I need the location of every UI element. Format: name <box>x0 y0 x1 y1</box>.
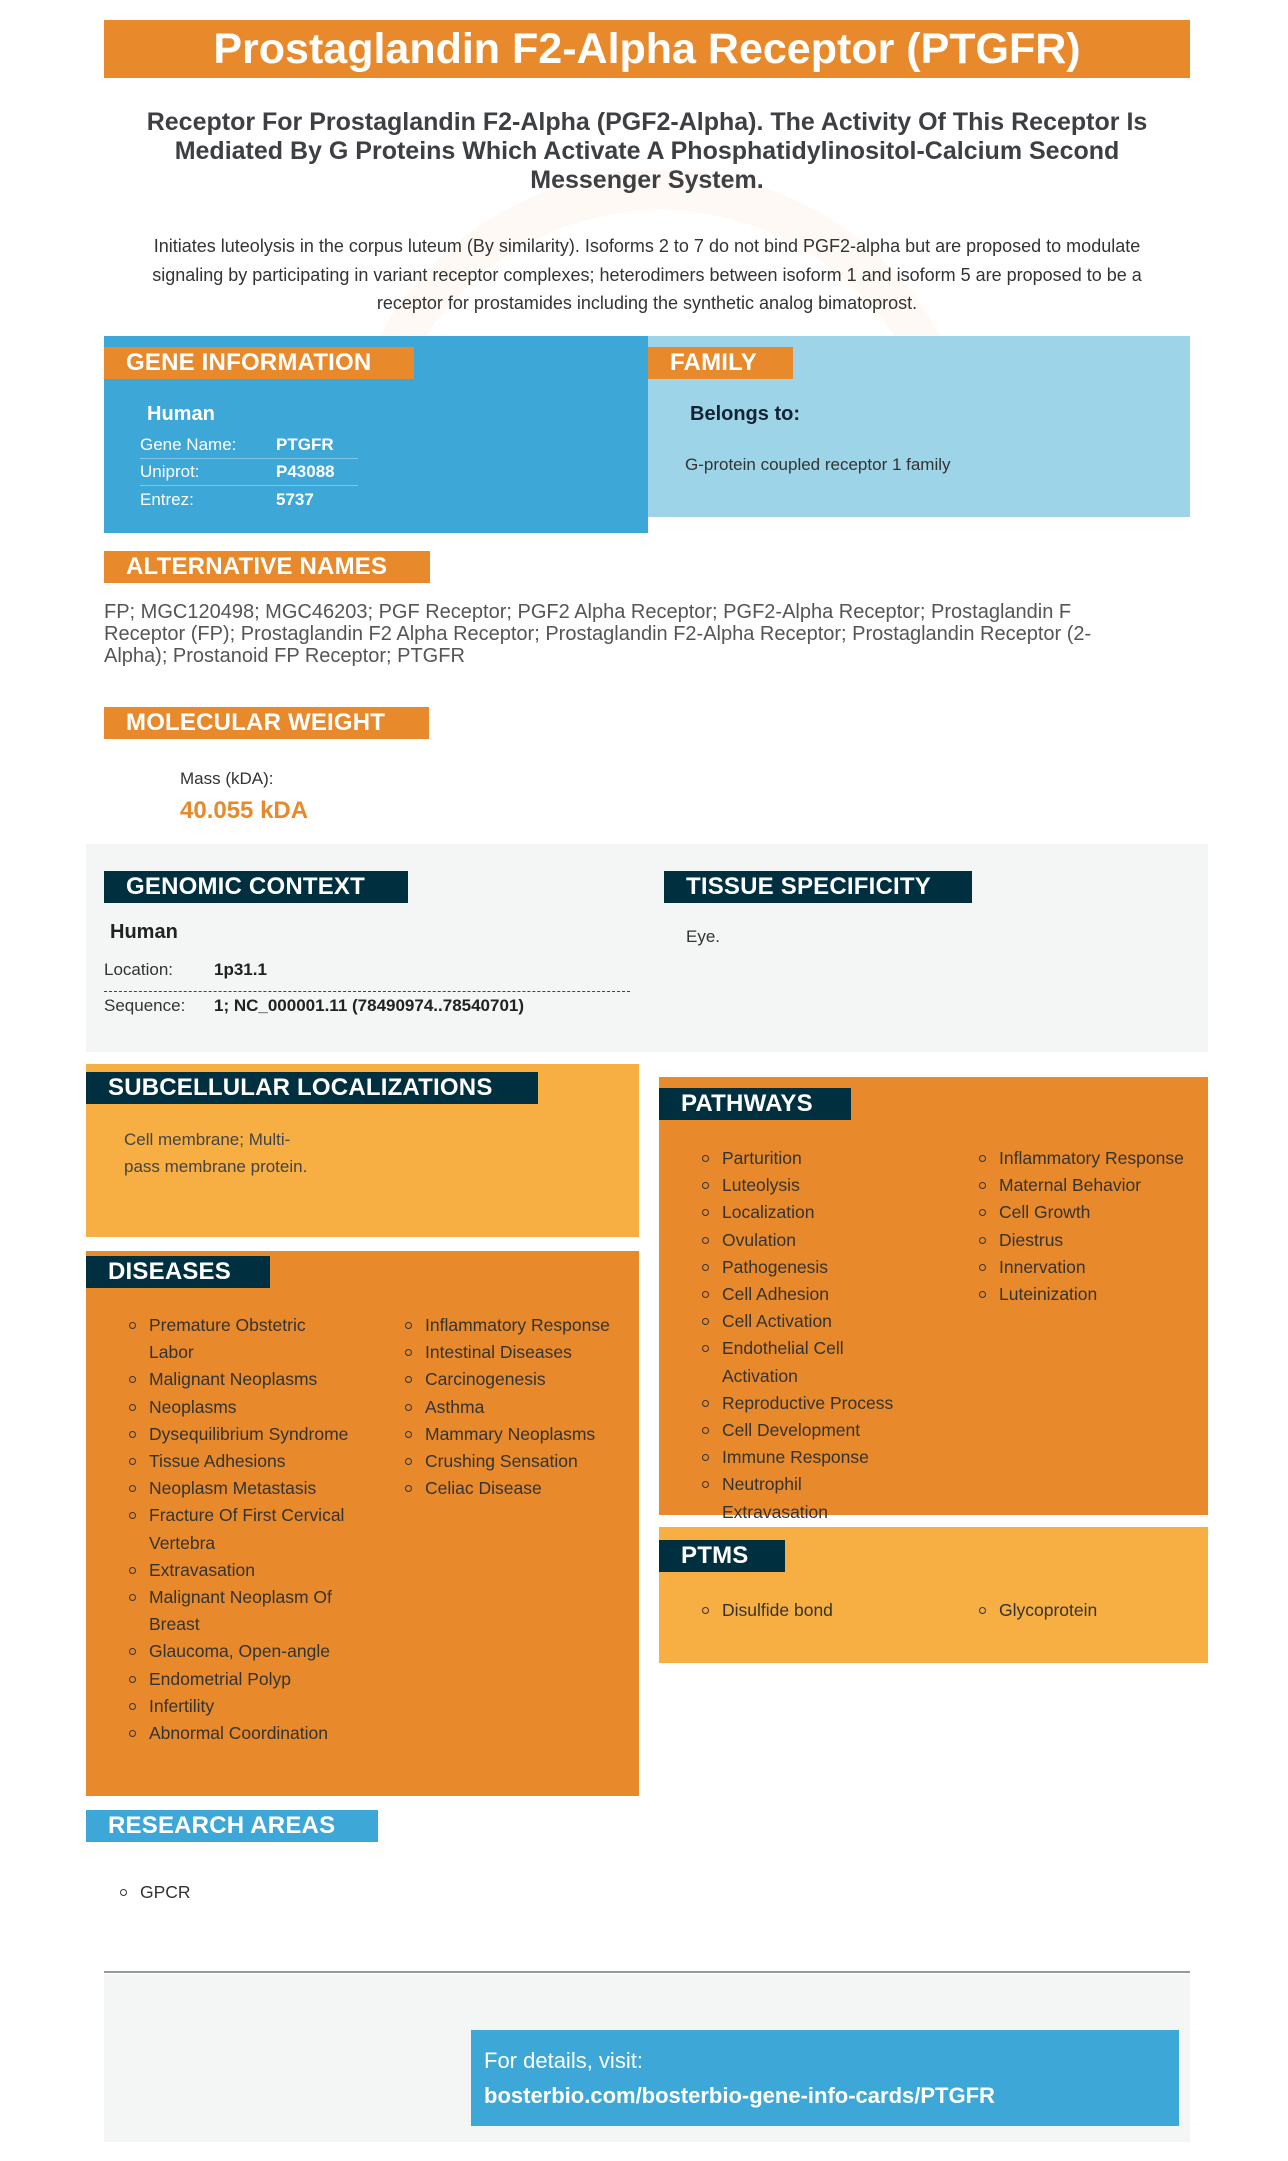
disease-item: Endometrial Polyp <box>129 1666 349 1693</box>
footer-link-box[interactable] <box>471 2030 1179 2126</box>
pathway-item: Cell Development <box>702 1417 912 1444</box>
footer-details-label: For details, visit: <box>484 2048 643 2073</box>
gene-information-header: GENE INFORMATION <box>104 347 414 379</box>
genomic-sequence-row <box>104 996 630 1016</box>
ptms-list-1 <box>702 1597 912 1624</box>
footer-url-link[interactable]: bosterbio.com/bosterbio-gene-info-cards/PTGFR <box>484 2083 995 2108</box>
pathways-list-2 <box>979 1145 1201 1308</box>
pathway-item: Cell Adhesion <box>702 1281 912 1308</box>
disease-item: Mammary Neoplasms <box>405 1421 635 1448</box>
pathway-item: Luteolysis <box>702 1172 912 1199</box>
pathway-item: Diestrus <box>979 1227 1201 1254</box>
pathway-item: Ovulation <box>702 1227 912 1254</box>
gene-row-label: Gene Name: <box>140 435 237 454</box>
molecular-weight-header: MOLECULAR WEIGHT <box>104 707 429 739</box>
gene-row-name <box>140 432 358 459</box>
tissue-specificity-header: TISSUE SPECIFICITY <box>664 871 972 903</box>
family-belongs-label: Belongs to: <box>690 403 800 425</box>
genomic-location-label: Location: <box>104 960 173 979</box>
research-areas-list <box>120 1879 420 1906</box>
genomic-sequence-value: 1; NC_000001.11 (78490974..78540701) <box>214 996 525 1015</box>
gene-row-label: Uniprot: <box>140 462 200 481</box>
pathway-item: Immune Response <box>702 1444 912 1471</box>
disease-item: Malignant Neoplasms <box>129 1366 349 1393</box>
genomic-location-value: 1p31.1 <box>214 960 267 979</box>
pathway-item: Reproductive Process <box>702 1390 912 1417</box>
disease-item: Extravasation <box>129 1557 349 1584</box>
gene-info-table <box>140 432 358 513</box>
family-header: FAMILY <box>648 347 793 379</box>
pathways-header: PATHWAYS <box>659 1088 851 1120</box>
pathway-item: Endothelial Cell Activation <box>702 1335 912 1389</box>
genomic-context-header: GENOMIC CONTEXT <box>104 871 408 903</box>
research-area-item: GPCR <box>120 1879 420 1906</box>
alternative-names-header: ALTERNATIVE NAMES <box>104 551 430 583</box>
pathway-item: Innervation <box>979 1254 1201 1281</box>
ptm-item: Glycoprotein <box>979 1597 1189 1624</box>
gene-row-value: P43088 <box>276 462 335 481</box>
disease-item: Glaucoma, Open-angle <box>129 1638 349 1665</box>
mass-value: 40.055 kDA <box>180 797 309 824</box>
pathways-list-1 <box>702 1145 912 1526</box>
gene-row-value: PTGFR <box>276 435 334 454</box>
pathway-item: Cell Growth <box>979 1199 1201 1226</box>
tissue-specificity-text: Eye. <box>686 927 721 946</box>
pathway-item: Inflammatory Response <box>979 1145 1201 1172</box>
diseases-header: DISEASES <box>86 1256 270 1288</box>
research-areas-header: RESEARCH AREAS <box>86 1810 378 1842</box>
disease-item: Celiac Disease <box>405 1475 635 1502</box>
family-text: G-protein coupled receptor 1 family <box>685 455 951 474</box>
gene-species: Human <box>147 403 215 425</box>
ptm-item: Disulfide bond <box>702 1597 912 1624</box>
disease-item: Infertility <box>129 1693 349 1720</box>
pathway-item: Cell Activation <box>702 1308 912 1335</box>
mass-label: Mass (kDA): <box>180 769 274 788</box>
disease-item: Neoplasm Metastasis <box>129 1475 349 1502</box>
genomic-species: Human <box>110 921 178 943</box>
function-summary: Initiates luteolysis in the corpus luteum (By similarity). Isoforms 2 to 7 do not bind PGF2-alpha but are proposed to modulate signaling by participating in variant receptor complexes; heterodimers between isoform 1 and isoform 5 are proposed to be a receptor for prostamides including the synthetic analog bimatoprost. <box>152 236 1142 313</box>
disease-item: Crushing Sensation <box>405 1448 635 1475</box>
page-title: Prostaglandin F2-Alpha Receptor (PTGFR) <box>104 20 1190 78</box>
gene-row-uniprot <box>140 459 358 486</box>
disease-item: Fracture Of First Cervical Vertebra <box>129 1502 349 1556</box>
genomic-divider <box>104 991 630 992</box>
alternative-names-text: FP; MGC120498; MGC46203; PGF Receptor; PGF2 Alpha Receptor; PGF2-Alpha Receptor; Prostaglandin F Receptor (FP); Prostaglandin F2 Alpha Receptor; Prostaglandin F2-Alpha Receptor; Prostaglandin Receptor (2-Alpha); Prostanoid FP Receptor; PTGFR <box>104 601 1092 667</box>
disease-item: Premature Obstetric Labor <box>129 1312 349 1366</box>
genomic-sequence-label: Sequence: <box>104 996 186 1015</box>
pathway-item: Neutrophil Extravasation <box>702 1471 912 1525</box>
disease-item: Dysequilibrium Syndrome <box>129 1421 349 1448</box>
gene-row-value: 5737 <box>276 489 314 509</box>
footer-divider <box>104 1971 1190 1973</box>
pathway-item: Maternal Behavior <box>979 1172 1201 1199</box>
disease-item: Malignant Neoplasm Of Breast <box>129 1584 349 1638</box>
ptms-header: PTMS <box>659 1540 785 1572</box>
disease-item: Inflammatory Response <box>405 1312 635 1339</box>
disease-item: Asthma <box>405 1394 635 1421</box>
diseases-list-2 <box>405 1312 635 1502</box>
pathway-item: Localization <box>702 1199 912 1226</box>
disease-item: Carcinogenesis <box>405 1366 635 1393</box>
disease-item: Intestinal Diseases <box>405 1339 635 1366</box>
pathway-item: Pathogenesis <box>702 1254 912 1281</box>
pathway-item: Parturition <box>702 1145 912 1172</box>
disease-item: Tissue Adhesions <box>129 1448 349 1475</box>
subcellular-text: Cell membrane; Multi-pass membrane protein. <box>124 1130 308 1176</box>
ptms-list-2 <box>979 1597 1189 1624</box>
disease-item: Neoplasms <box>129 1394 349 1421</box>
disease-item: Abnormal Coordination <box>129 1720 349 1747</box>
subcellular-header: SUBCELLULAR LOCALIZATIONS <box>86 1072 538 1104</box>
gene-row-label: Entrez: <box>140 489 194 509</box>
pathway-item: Luteinization <box>979 1281 1201 1308</box>
diseases-list-1 <box>129 1312 349 1747</box>
page-subtitle: Receptor For Prostaglandin F2-Alpha (PGF2-Alpha). The Activity Of This Receptor Is Mediated By G Proteins Which Activate A Phosphatidylinositol-Calcium Second Messenger System. <box>146 108 1148 194</box>
gene-row-entrez <box>140 486 358 513</box>
genomic-location-row <box>104 960 630 980</box>
